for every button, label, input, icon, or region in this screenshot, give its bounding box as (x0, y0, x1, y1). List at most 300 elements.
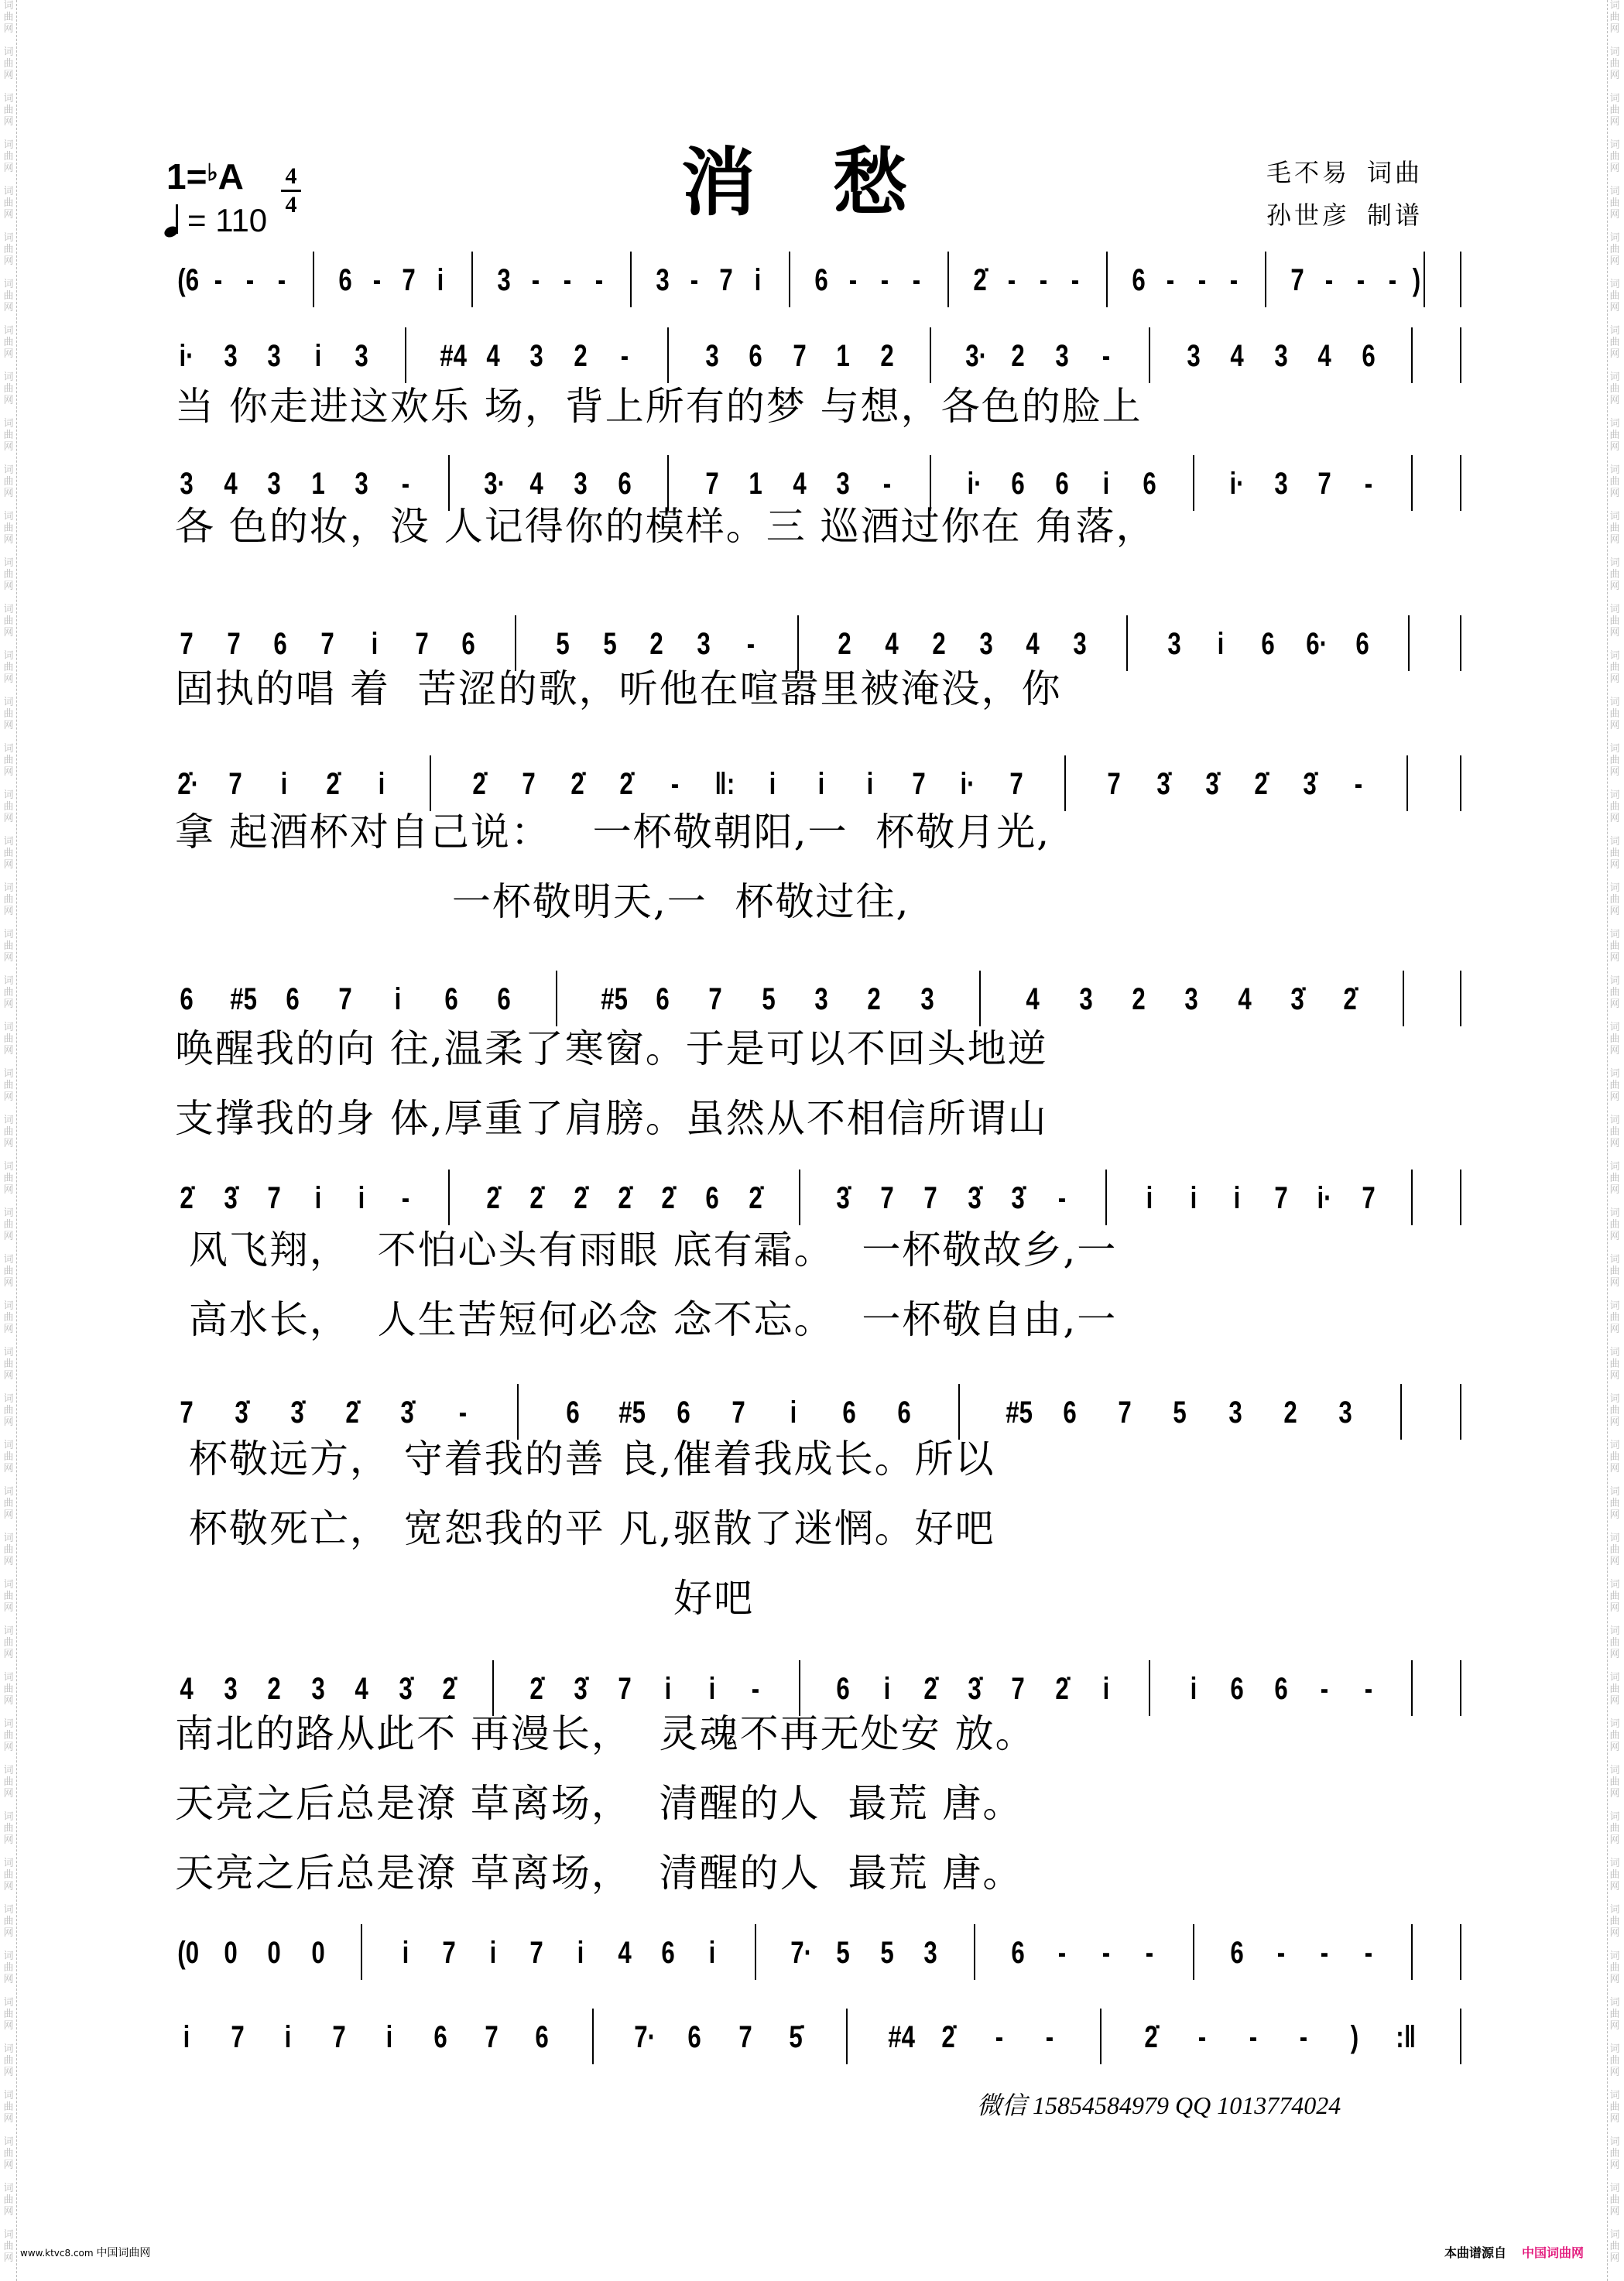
note-token: 7 (267, 1181, 281, 1215)
note-token: - (1145, 1936, 1154, 1970)
note-token: 7 (731, 1396, 745, 1430)
note-token: i (866, 767, 874, 801)
note-token: 7 (1009, 767, 1023, 801)
note-token: 6 (1011, 1936, 1026, 1970)
lyric-line: 拿 起酒杯对自己说： 一杯敬朝阳,一 杯敬月光, (175, 810, 1051, 855)
watermark-text: 词 曲 网 (3, 186, 14, 221)
notation-line (175, 1385, 1460, 1440)
note-token: #4 (440, 339, 468, 373)
note-token: 3 (497, 263, 511, 297)
watermark-text: 词 曲 网 (3, 1625, 14, 1660)
barline (846, 2009, 848, 2064)
note-token: 7 (338, 982, 352, 1016)
note-token: 3 (1274, 339, 1288, 373)
lyric-line: 风飞翔， 不怕心头有雨眼 底有霜。 一杯敬故乡,一 (175, 1228, 1118, 1272)
note-token: 3 (1338, 1396, 1353, 1430)
note-token: 2̇ (529, 1181, 544, 1215)
note-token: 6 (285, 982, 300, 1016)
note-token: - (1007, 263, 1016, 297)
note-token: 3 (355, 467, 368, 501)
note-token: 2̇ (749, 1181, 762, 1215)
watermark-text: 词 曲 网 (3, 464, 14, 499)
barline (1460, 1384, 1461, 1440)
watermark-text: 词 曲 网 (3, 1579, 14, 1614)
note-token: 6 (814, 263, 828, 297)
note-token: 7 (880, 1181, 894, 1215)
lyric-line: 天亮之后总是潦 草离场， 清醒的人 最荒 唐。 (175, 1781, 1023, 1826)
watermark-text: 词 曲 网 (3, 604, 14, 639)
note-token: 7 (180, 627, 194, 661)
note-token: 2̇ (326, 767, 340, 801)
watermark-text: 词 曲 网 (3, 0, 14, 35)
note-token: i (489, 1936, 497, 1970)
note-token: - (1045, 2020, 1054, 2054)
note-token: - (995, 2020, 1003, 2054)
note-token: 4 (1237, 982, 1252, 1016)
note-token: 7 (1118, 1396, 1132, 1430)
watermark-text: 词 曲 网 (3, 836, 14, 871)
note-token: 3 (923, 1936, 938, 1970)
lyric-line: 天亮之后总是潦 草离场， 清醒的人 最荒 唐。 (175, 1851, 1023, 1896)
barline (361, 1924, 362, 1980)
watermark-text: 词 曲 网 (3, 1950, 14, 1985)
watermark-text: 词 曲 网 (1609, 1811, 1620, 1846)
barline (430, 755, 431, 811)
note-token: 6 (497, 982, 511, 1016)
watermark-text: 词 曲 网 (1609, 1486, 1620, 1521)
note-token: 4 (1317, 339, 1332, 373)
note-token: 7 (1107, 767, 1122, 801)
note-token: 0 (310, 1936, 325, 1970)
note-token: 3 (836, 467, 850, 501)
note-token: 4 (486, 339, 500, 373)
watermark-text: 词 曲 网 (1609, 1068, 1620, 1103)
note-token: 7 (227, 627, 241, 661)
note-token: 2̇ (1254, 767, 1268, 801)
watermark-text: 词 曲 网 (3, 697, 14, 731)
note-token: ) (1350, 2020, 1358, 2054)
lyric-line: 支撑我的身 体,厚重了肩膀。虽然从不相信所谓山 (175, 1096, 1048, 1141)
barline (1400, 1384, 1402, 1440)
watermark-text: 词 曲 网 (1609, 1858, 1620, 1892)
note-token: - (1039, 263, 1048, 297)
note-token: - (848, 263, 858, 297)
note-token: 4 (529, 467, 544, 501)
note-token: 2̇ (973, 263, 987, 297)
note-token: 6 (1230, 1672, 1244, 1706)
barline (1460, 615, 1461, 671)
watermark-text: 词 曲 网 (1609, 1579, 1620, 1614)
barline (1126, 615, 1128, 671)
barline (1460, 2009, 1461, 2064)
note-token: 7 (442, 1936, 456, 1970)
note-token: 6· (1306, 627, 1328, 661)
watermark-text: 词 曲 网 (1609, 929, 1620, 964)
barline (799, 1170, 800, 1225)
time-signature-top: 4 (285, 163, 297, 189)
watermark-text: 词 曲 网 (1609, 1997, 1620, 2032)
lyric-line: 唤醒我的向 往,温柔了寒窗。于是可以不回头地逆 (175, 1026, 1048, 1071)
note-token: 2 (932, 627, 946, 661)
note-token: i (577, 1936, 584, 1970)
note-token: - (401, 467, 409, 501)
watermark-text: 词 曲 网 (3, 1300, 14, 1335)
note-token: 3̇ (290, 1396, 304, 1430)
note-token: 6 (704, 1181, 719, 1215)
note-token: - (1057, 1936, 1067, 1970)
watermark-text: 词 曲 网 (1609, 882, 1620, 917)
watermark-text: 词 曲 网 (1609, 1254, 1620, 1289)
barline (1411, 1924, 1413, 1980)
note-token: 6 (656, 982, 670, 1016)
watermark-text: 词 曲 网 (3, 1440, 14, 1474)
note-token: - (1354, 767, 1363, 801)
note-token: i· (967, 467, 982, 501)
notation-line (175, 2010, 1460, 2064)
note-token: 2 (1283, 1396, 1297, 1430)
watermark-text: 词 曲 网 (3, 279, 14, 313)
barline (667, 327, 669, 383)
note-token: i (817, 767, 825, 801)
note-token: 6 (461, 627, 476, 661)
note-token: 3 (978, 627, 993, 661)
watermark-text: 词 曲 网 (3, 325, 14, 360)
note-token: 7 (415, 627, 429, 661)
note-token: - (1299, 2020, 1308, 2054)
watermark-text: 词 曲 网 (3, 2183, 14, 2218)
barline (1460, 755, 1461, 811)
lyric-line: 各 色的妆，没 人记得你的模样。三 巡酒过你在 角落， (175, 504, 1156, 549)
note-token: 6 (1362, 339, 1376, 373)
note-token: 2̇ (619, 767, 633, 801)
key-signature: 1=♭A (166, 156, 244, 197)
note-token: 3̇ (968, 1181, 982, 1215)
note-token: 3 (656, 263, 670, 297)
note-token: 0 (267, 1936, 281, 1970)
note-token: - (1364, 1936, 1373, 1970)
watermark-text: 词 曲 网 (3, 975, 14, 1010)
barline (1411, 1170, 1413, 1225)
watermark-text: 词 曲 网 (1609, 650, 1620, 685)
barline (1193, 1924, 1194, 1980)
watermark-text: 词 曲 网 (1609, 1765, 1620, 1800)
note-token: - (277, 263, 286, 297)
barline (517, 1384, 519, 1440)
credit-transcriber: 孙世彦 制谱 (1266, 200, 1424, 230)
note-token: 1 (749, 467, 762, 501)
note-token: 7 (230, 2020, 245, 2054)
watermark-text: 词 曲 网 (3, 232, 14, 267)
note-token: - (1102, 1936, 1110, 1970)
watermark-text: 词 曲 网 (1609, 789, 1620, 824)
watermark-text: 词 曲 网 (3, 418, 14, 453)
note-token: i (386, 2020, 393, 2054)
barline (979, 971, 981, 1026)
watermark-text: 词 曲 网 (3, 1161, 14, 1196)
notation-line (175, 1926, 1460, 1980)
note-token: 6 (836, 1672, 850, 1706)
note-token: :‖ (1396, 2020, 1417, 2054)
watermark-text: 词 曲 网 (1609, 1950, 1620, 1985)
barline (556, 971, 557, 1026)
watermark-text: 词 曲 网 (3, 1997, 14, 2032)
note-token: 6 (1143, 467, 1156, 501)
note-token: 6 (444, 982, 458, 1016)
note-token: 6 (273, 627, 288, 661)
note-token: - (1321, 1936, 1329, 1970)
note-token: 5 (880, 1936, 894, 1970)
note-token: 6 (677, 1396, 690, 1430)
note-token: i (314, 339, 321, 373)
watermark-text: 词 曲 网 (1609, 836, 1620, 871)
barline (492, 1660, 494, 1716)
note-token: 2̇ (570, 767, 584, 801)
watermark-text: 词 曲 网 (1609, 1115, 1620, 1149)
note-token: 3̇ (399, 1672, 413, 1706)
note-token: 3 (1073, 627, 1087, 661)
note-token: - (882, 467, 892, 501)
watermark-text: 词 曲 网 (3, 1022, 14, 1057)
lyric-line: 杯敬远方， 守着我的善 良,催着我成长。所以 (175, 1437, 995, 1481)
note-token: 5 (1173, 1396, 1187, 1430)
note-token: 3̇ (574, 1672, 588, 1706)
note-token: 7 (180, 1396, 194, 1430)
note-token: - (214, 263, 223, 297)
note-token: 5 (836, 1936, 850, 1970)
brand-link[interactable]: 中国词曲网 (1522, 2245, 1585, 2260)
note-token: i· (179, 339, 194, 373)
note-token: 2̇ (1144, 2020, 1159, 2054)
note-token: - (1071, 263, 1080, 297)
barline (755, 1924, 756, 1980)
watermark-text: 词 曲 网 (3, 1207, 14, 1242)
left-watermark-strip (1, 0, 16, 2281)
note-token: 4 (793, 467, 807, 501)
note-token: 4 (355, 1672, 368, 1706)
watermark-text: 词 曲 网 (1609, 1207, 1620, 1242)
note-token: 3 (223, 1672, 238, 1706)
note-token: i (1102, 1672, 1109, 1706)
note-token: 7 (708, 982, 723, 1016)
watermark-text: 词 曲 网 (3, 1254, 14, 1289)
right-watermark-strip (1607, 0, 1622, 2281)
note-token: 7 (521, 767, 536, 801)
note-token: 2̇ (617, 1181, 632, 1215)
watermark-text: 词 曲 网 (3, 1765, 14, 1800)
note-token: 3 (223, 339, 238, 373)
note-token: i (664, 1672, 672, 1706)
note-token: 2̇ (529, 1672, 544, 1706)
notation-line (175, 617, 1460, 671)
note-token: 2̇· (177, 767, 200, 801)
note-token: 3 (1078, 982, 1093, 1016)
watermark-text: 词 曲 网 (1609, 1393, 1620, 1428)
note-token: 2̇ (923, 1672, 938, 1706)
barline (1149, 327, 1150, 383)
note-token: 2 (867, 982, 882, 1016)
note-token: - (690, 263, 699, 297)
note-token: i· (960, 767, 975, 801)
barline (1403, 971, 1404, 1026)
watermark-text: 词 曲 网 (1609, 511, 1620, 546)
note-token: - (372, 263, 382, 297)
note-token: 1 (310, 467, 325, 501)
note-token: 2 (267, 1672, 281, 1706)
note-token: 3̇ (223, 1181, 238, 1215)
barline (1406, 755, 1408, 811)
watermark-text: 词 曲 网 (3, 372, 14, 406)
watermark-text: 词 曲 网 (1609, 464, 1620, 499)
barline (1265, 252, 1266, 307)
note-token: 3 (310, 1672, 325, 1706)
note-token: 2 (574, 339, 588, 373)
note-token: i (371, 627, 379, 661)
note-token: 6 (841, 1396, 856, 1430)
note-token: 7 (912, 767, 926, 801)
barline (471, 252, 473, 307)
note-token: 7 (738, 2020, 752, 2054)
note-token: - (912, 263, 921, 297)
note-token: i (1233, 1181, 1241, 1215)
notation-line (175, 329, 1460, 383)
note-token: 6 (180, 982, 194, 1016)
note-token: 6 (661, 1936, 675, 1970)
watermark-text: 词 曲 网 (3, 2090, 14, 2125)
note-token: 6 (617, 467, 632, 501)
note-token: 7 (332, 2020, 346, 2054)
note-token: i (883, 1672, 891, 1706)
footer-source-left: www.ktvc8.com 中国词曲网 (20, 2247, 151, 2259)
note-token: 2̇ (941, 2020, 955, 2054)
watermark-text: 词 曲 网 (3, 1718, 14, 1753)
note-token: i (708, 1936, 715, 1970)
note-token: 5 (602, 627, 617, 661)
note-token: 2̇ (661, 1181, 675, 1215)
barline (1149, 1660, 1150, 1716)
note-token: 3 (920, 982, 934, 1016)
note-token: 7 (1317, 467, 1332, 501)
barline (958, 1384, 960, 1440)
note-token: ‖: (714, 767, 735, 801)
note-token: 7 (704, 467, 719, 501)
note-token: 7 (1011, 1672, 1026, 1706)
watermark-text: 词 曲 网 (3, 46, 14, 81)
barline (630, 252, 632, 307)
watermark-text: 词 曲 网 (3, 2136, 14, 2171)
watermark-text: 词 曲 网 (3, 1486, 14, 1521)
note-token: 7 (529, 1936, 544, 1970)
note-token: 7 (719, 263, 733, 297)
watermark-text: 词 曲 网 (3, 1068, 14, 1103)
barline (1460, 971, 1461, 1026)
note-token: 3 (1184, 982, 1199, 1016)
note-token: i (402, 1936, 409, 1970)
note-token: - (1324, 263, 1334, 297)
note-token: 3 (574, 467, 588, 501)
note-token: 3̇ (1290, 982, 1304, 1016)
watermark-text: 词 曲 网 (1609, 325, 1620, 360)
watermark-text: 词 曲 网 (1609, 2183, 1620, 2218)
barline (1105, 1170, 1107, 1225)
note-token: - (1249, 2020, 1257, 2054)
watermark-text: 词 曲 网 (3, 1904, 14, 1939)
watermark-text: 词 曲 网 (3, 1672, 14, 1707)
note-token: - (670, 767, 679, 801)
note-token: 0 (223, 1936, 238, 1970)
watermark-text: 词 曲 网 (1609, 1440, 1620, 1474)
note-token: - (1057, 1181, 1067, 1215)
note-token: i (378, 767, 385, 801)
note-token: i (754, 263, 762, 297)
note-token: i (1190, 1672, 1197, 1706)
note-token: 6 (338, 263, 352, 297)
note-token: 3 (180, 467, 194, 501)
note-token: 4 (885, 627, 899, 661)
note-token: - (245, 263, 255, 297)
note-token: 3 (267, 339, 281, 373)
note-token: 6 (687, 2020, 701, 2054)
watermark-text: 词 曲 网 (1609, 186, 1620, 221)
note-token: i (708, 1672, 715, 1706)
note-token: 6 (433, 2020, 447, 2054)
note-token: 3̇ (1204, 767, 1219, 801)
note-token: 2̇ (574, 1181, 588, 1215)
note-token: 3 (1055, 339, 1069, 373)
barline (1411, 1660, 1413, 1716)
note-token: - (1356, 263, 1365, 297)
barline (405, 327, 406, 383)
notation-line (175, 1662, 1460, 1716)
watermark-text: 词 曲 网 (3, 1533, 14, 1567)
note-token: #5 (1005, 1396, 1033, 1430)
watermark-text: 词 曲 网 (1609, 743, 1620, 778)
barline (789, 252, 790, 307)
note-token: - (1364, 467, 1373, 501)
watermark-text: 词 曲 网 (3, 789, 14, 824)
note-token: - (1388, 263, 1397, 297)
note-token: 5̇ (789, 2020, 803, 2054)
note-token: - (563, 263, 572, 297)
watermark-text: 词 曲 网 (1609, 372, 1620, 406)
note-token: 6 (1355, 627, 1369, 661)
note-token: - (458, 1396, 467, 1430)
barline (1460, 1660, 1461, 1716)
barline (592, 2009, 594, 2064)
watermark-text: 词 曲 网 (1609, 46, 1620, 81)
note-token: 4 (223, 467, 238, 501)
note-token: 3̇ (968, 1672, 982, 1706)
note-token: 7 (793, 339, 807, 373)
notation-line: (6 - - - 6 - 7 i 3 - - - 3 - 7 i 6 - - - 2̇ - - - 6 - - - 7 - - - ) (175, 253, 1460, 307)
barline (1106, 252, 1108, 307)
note-token: i (394, 982, 402, 1016)
barline (947, 252, 949, 307)
barline (1100, 2009, 1102, 2064)
watermark-text: 词 曲 网 (3, 882, 14, 917)
note-token: 6 (1261, 627, 1275, 661)
watermark-text: 词 曲 网 (3, 1811, 14, 1846)
note-token: - (746, 627, 755, 661)
note-token: 3· (965, 339, 987, 373)
barline (799, 1660, 800, 1716)
note-token: 3̇ (1156, 767, 1170, 801)
note-token: 4 (1230, 339, 1244, 373)
note-token: 6 (1132, 263, 1146, 297)
note-token: i (1217, 627, 1225, 661)
note-token: 4 (617, 1936, 632, 1970)
barline (1460, 252, 1461, 307)
note-token: i (1190, 1181, 1197, 1215)
